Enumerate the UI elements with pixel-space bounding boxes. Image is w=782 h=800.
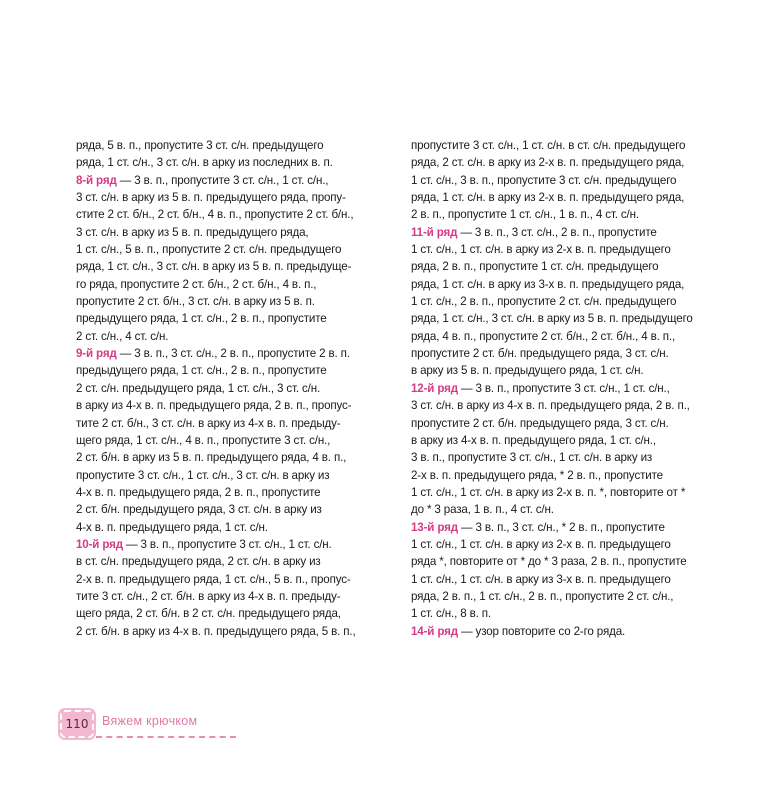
text-line [76,310,396,327]
text-line [76,571,396,588]
line-text: пропустите 2 ст. б/н., 3 ст. с/н. в арку из 5 в. п. [76,295,315,309]
line-text: предыдущего ряда, 1 ст. с/н., 2 в. п., пропустите [76,364,327,378]
line-text: ряда, 1 ст. с/н. в арку из 3-х в. п. предыдущего ряда, [411,277,685,291]
line-text: 1 ст. с/н., 2 в. п., пропустите 2 ст. с/н. предыдущего [411,295,677,309]
line-text: 2 ст. с/н., 4 ст. с/н. [76,329,169,343]
right-column [411,137,741,640]
text-line [411,293,741,310]
line-text: в арку из 4-х в. п. предыдущего ряда, 2 в. п., пропус- [76,399,352,413]
text-line [76,258,396,275]
text-line [411,449,741,466]
line-text: ряда, 2 в. п., 1 ст. с/н., 2 в. п., пропустите 2 ст. с/н., [411,589,674,603]
text-line [411,605,741,622]
line-text: щего ряда, 1 ст. с/н., 4 в. п., пропустите 3 ст. с/н., [76,433,331,447]
line-text: щего ряда, 2 ст. б/н. в 2 ст. с/н. предыдущего ряда, [76,607,341,621]
row-label: 13-й ряд [411,520,458,534]
text-line [411,380,741,397]
line-text: пропустите 3 ст. с/н., 1 ст. с/н. в ст. с/н. предыдущего [411,139,686,152]
line-text: 1 ст. с/н., 8 в. п. [411,607,491,621]
text-line [411,553,741,570]
line-text: 1 ст. с/н., 1 ст. с/н. в арку из 3-х в. п. предыдущего [411,572,671,586]
text-line [76,501,396,518]
text-line [76,605,396,622]
text-line [76,519,396,536]
line-text: ряда, 1 ст. с/н., 3 ст. с/н. в арку из последних в. п. [76,156,333,170]
text-line [411,467,741,484]
text-line [411,189,741,206]
text-line [411,362,741,379]
text-line [411,172,741,189]
line-text: 1 ст. с/н., 5 в. п., пропустите 2 ст. с/н. предыдущего [76,243,342,257]
text-line [411,623,741,640]
line-text: — узор повторите со 2-го ряда. [457,624,626,638]
text-line [76,362,396,379]
text-line [411,276,741,293]
line-text: в арку из 5 в. п. предыдущего ряда, 1 ст. с/н. [411,364,644,378]
line-text: ряда, 1 ст. с/н., 3 ст. с/н. в арку из 5 в. п. предыдуще- [76,260,352,274]
line-text: пропустите 2 ст. б/н. предыдущего ряда, 3 ст. с/н. [411,347,669,361]
line-text: 1 ст. с/н., 1 ст. с/н. в арку из 2-х в. п. *, повторите от * [411,485,686,499]
line-text: 3 ст. с/н. в арку из 5 в. п. предыдущего ряда, пропу- [76,191,346,205]
text-line [76,293,396,310]
line-text: 2 ст. б/н. в арку из 5 в. п. предыдущего ряда, 4 в. п., [76,451,347,465]
line-text: ряда, 1 ст. с/н. в арку из 2-х в. п. предыдущего ряда, [411,191,685,205]
text-line [76,172,396,189]
text-line [76,189,396,206]
line-text: — 3 в. п., 3 ст. с/н., * 2 в. п., пропустите [457,520,665,534]
text-line [411,137,741,154]
text-line [411,345,741,362]
text-line [411,415,741,432]
text-line [76,276,396,293]
line-text: тите 2 ст. б/н., 3 ст. с/н. в арку из 4-х в. п. предыду- [76,416,341,430]
text-line [76,345,396,362]
text-line [76,137,396,154]
text-line [411,206,741,223]
line-text: тите 3 ст. с/н., 2 ст. б/н. в арку из 4-х в. п. предыду- [76,589,341,603]
line-text: ряда, 4 в. п., пропустите 2 ст. б/н., 2 ст. б/н., 4 в. п., [411,329,676,343]
text-line [411,536,741,553]
line-text: 1 ст. с/н., 3 в. п., пропустите 3 ст. с/н. предыдущего [411,173,677,187]
line-text: 2-х в. п. предыдущего ряда, 1 ст. с/н., 5 в. п., пропус- [76,572,351,586]
line-text: 4-х в. п. предыдущего ряда, 2 в. п., пропустите [76,485,321,499]
text-line [411,588,741,605]
left-column [76,137,396,640]
line-text: 1 ст. с/н., 1 ст. с/н. в арку из 2-х в. п. предыдущего [411,243,671,257]
text-line [411,241,741,258]
line-text: ряда, 5 в. п., пропустите 3 ст. с/н. предыдущего [76,139,324,152]
text-line [76,380,396,397]
text-line [76,449,396,466]
text-line [76,623,396,640]
line-text: 2 ст. б/н. в арку из 4-х в. п. предыдущего ряда, 5 в. п., [76,624,356,638]
line-text: 2-х в. п. предыдущего ряда, * 2 в. п., пропустите [411,468,663,482]
line-text: в арку из 4-х в. п. предыдущего ряда, 1 ст. с/н., [411,433,656,447]
row-label: 12-й ряд [411,381,458,395]
line-text: 2 ст. б/н. предыдущего ряда, 3 ст. с/н. в арку из [76,503,322,517]
line-text: ряда, 2 в. п., пропустите 1 ст. с/н. предыдущего [411,260,659,274]
text-line [76,588,396,605]
text-line [411,258,741,275]
row-label: 14-й ряд [411,624,458,638]
line-text: до * 3 раза, 1 в. п., 4 ст. с/н. [411,503,554,517]
line-text: — 3 в. п., 3 ст. с/н., 2 в. п., пропустите [457,225,657,239]
line-text: — 3 в. п., пропустите 3 ст. с/н., 1 ст. с/н., [116,173,329,187]
text-line [76,432,396,449]
text-line [76,206,396,223]
line-text: 2 ст. с/н. предыдущего ряда, 1 ст. с/н., 3 ст. с/н. [76,381,321,395]
text-line [411,501,741,518]
text-line [411,310,741,327]
text-line [76,397,396,414]
text-line [411,154,741,171]
line-text: в ст. с/н. предыдущего ряда, 2 ст. с/н. в арку из [76,555,321,569]
line-text: ряда *, повторите от * до * 3 раза, 2 в. п., пропустите [411,555,687,569]
text-line [76,467,396,484]
text-line [411,571,741,588]
line-text: 4-х в. п. предыдущего ряда, 1 ст. с/н. [76,520,268,534]
line-text: ряда, 1 ст. с/н., 3 ст. с/н. в арку из 5 в. п. предыдущего [411,312,693,326]
text-line [76,553,396,570]
line-text: 1 ст. с/н., 1 ст. с/н. в арку из 2-х в. п. предыдущего [411,537,671,551]
line-text: — 3 в. п., пропустите 3 ст. с/н., 1 ст. с/н., [457,381,670,395]
page-number-badge [60,710,94,738]
row-label: 9-й ряд [76,347,117,361]
line-text: го ряда, пропустите 2 ст. б/н., 2 ст. б/н., 4 в. п., [76,277,317,291]
text-line [411,328,741,345]
line-text: предыдущего ряда, 1 ст. с/н., 2 в. п., пропустите [76,312,327,326]
footer-dashed-divider [96,736,236,738]
row-label: 10-й ряд [76,537,123,551]
text-line [76,415,396,432]
row-label: 11-й ряд [411,225,458,239]
text-line [76,154,396,171]
line-text: пропустите 3 ст. с/н., 1 ст. с/н., 3 ст. с/н. в арку из [76,468,330,482]
text-line [411,397,741,414]
line-text: 3 в. п., пропустите 3 ст. с/н., 1 ст. с/н. в арку из [411,451,653,465]
page-number: 110 [65,717,89,731]
text-line [76,328,396,345]
text-line [411,484,741,501]
line-text: 3 ст. с/н. в арку из 4-х в. п. предыдущего ряда, 2 в. п., [411,399,690,413]
line-text: ряда, 2 ст. с/н. в арку из 2-х в. п. предыдущего ряда, [411,156,685,170]
text-line [76,241,396,258]
page-footer [60,710,240,740]
line-text: — 3 в. п., 3 ст. с/н., 2 в. п., пропустите 2 в. п. [116,347,350,361]
line-text: 3 ст. с/н. в арку из 5 в. п. предыдущего ряда, [76,225,309,239]
row-label: 8-й ряд [76,173,117,187]
text-line [411,432,741,449]
line-text: 2 в. п., пропустите 1 ст. с/н., 1 в. п., 4 ст. с/н. [411,208,639,222]
line-text: — 3 в. п., пропустите 3 ст. с/н., 1 ст. с/н. [122,537,332,551]
text-line [411,519,741,536]
text-line [76,224,396,241]
line-text: стите 2 ст. б/н., 2 ст. б/н., 4 в. п., пропустите 2 ст. б/н., [76,208,354,222]
text-line [411,224,741,241]
text-line [76,484,396,501]
line-text: пропустите 2 ст. б/н. предыдущего ряда, 3 ст. с/н. [411,416,669,430]
book-title: Вяжем крючком [102,714,198,728]
text-line [76,536,396,553]
